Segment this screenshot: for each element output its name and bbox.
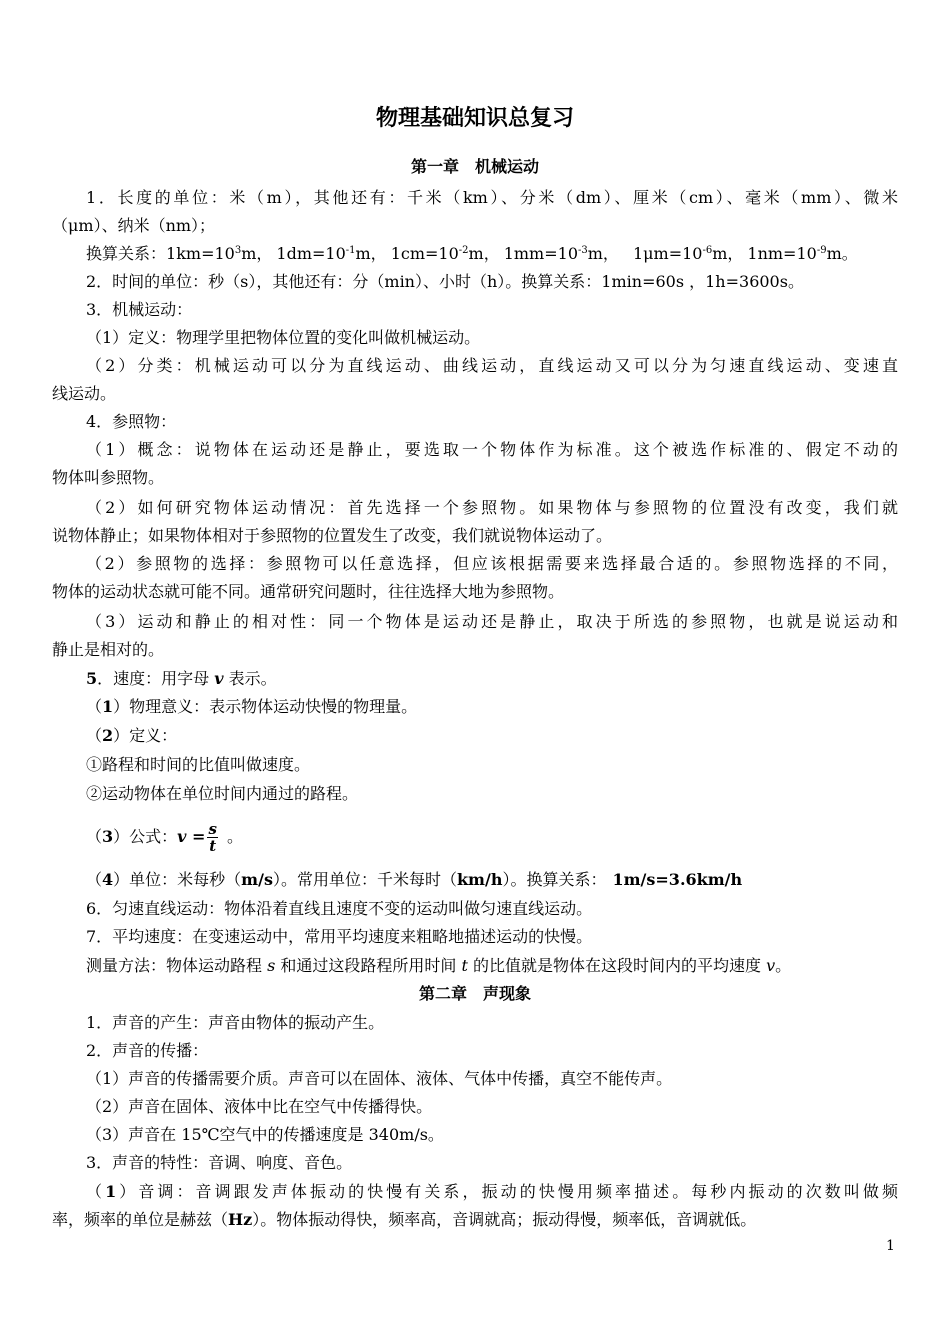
conversion-um: $1\mu m=10^{-6}m$， <box>632 244 744 263</box>
paragraph-reference-choice: （2）参照物的选择：参照物可以任意选择，但应该根据需要来选择最合适的。参照物选择的不同， <box>86 554 898 573</box>
paragraph-relativity: （3）运动和静止的相对性：同一个物体是运动还是静止，取决于所选的参照物，也就是说运动和 <box>86 612 898 631</box>
conversion-nm: $1nm=10^{-9}m$。 <box>747 244 858 263</box>
speed-definition-1: ①路程和时间的比值叫做速度。 <box>86 755 311 774</box>
paragraph-measurement-method: 测量方法：物体运动路程 s 和通过这段路程所用时间 t 的比值就是物体在这段时间内的平均速度 v。 <box>86 956 792 975</box>
chapter-heading-2: 第二章 声现象 <box>418 984 531 1003</box>
paragraph-relativity-cont: 静止是相对的。 <box>52 640 165 659</box>
formula-v: v <box>177 827 187 846</box>
paragraph-motion-definition: （1）定义：物理学里把物体位置的变化叫做机械运动。 <box>86 328 481 347</box>
length-conversion-line <box>86 243 858 265</box>
speed-fraction: $\frac{s}{t}$ <box>208 820 217 855</box>
chapter-heading-1: 第一章 机械运动 <box>410 157 539 176</box>
paragraph-sound-speed-air: （3）声音在 15℃空气中的传播速度是 340m/s。 <box>86 1125 444 1144</box>
paragraph-length-units-cont: （μm）、纳米（nm）； <box>52 216 216 235</box>
paragraph-speed: 5．速度：用字母 v 表示。 <box>86 669 277 688</box>
paragraph-reference-object: 4．参照物： <box>86 412 177 431</box>
paragraph-average-speed: 7．平均速度：在变速运动中，常用平均速度来粗略地描述运动的快慢。 <box>86 927 593 946</box>
conversion-cm: $1cm=10^{-2}m$， <box>390 244 500 263</box>
conversion-mm: $1mm=10^{-3}m$， <box>503 244 619 263</box>
paragraph-speed-meaning: （1）物理意义：表示物体运动快慢的物理量。 <box>86 697 418 716</box>
conversion-dm: $1dm=10^{-1}m$， <box>276 244 387 263</box>
paragraph-reference-choice-cont: 物体的运动状态就可能不同。通常研究问题时，往往选择大地为参照物。 <box>52 582 565 601</box>
paragraph-time-units: 2．时间的单位：秒（s），其他还有：分（min）、小时（h）。换算关系：1min=60s ，1h=3600s。 <box>86 272 804 291</box>
paragraph-sound-speed-comparison: （2）声音在固体、液体中比在空气中传播得快。 <box>86 1097 433 1116</box>
paragraph-study-motion: （2）如何研究物体运动情况：首先选择一个参照物。如果物体与参照物的位置没有改变，我们就 <box>86 498 898 517</box>
paragraph-motion-classification: （2）分类：机械运动可以分为直线运动、曲线运动，直线运动又可以分为匀速直线运动、变速直 <box>86 356 898 375</box>
speed-formula-line: （3）公式：v = $\frac{s}{t}$ 。 <box>86 820 243 855</box>
paragraph-sound-medium: （1）声音的传播需要介质。声音可以在固体、液体、气体中传播，真空不能传声。 <box>86 1069 673 1088</box>
speed-definition-2: ②运动物体在单位时间内通过的路程。 <box>86 784 359 803</box>
paragraph-mechanical-motion: 3．机械运动： <box>86 300 193 319</box>
page-title: 物理基础知识总复习 <box>375 106 574 131</box>
paragraph-speed-definition: （2）定义： <box>86 726 178 745</box>
paragraph-reference-concept-cont: 物体叫参照物。 <box>52 468 165 487</box>
page-number: 1 <box>886 1238 895 1254</box>
paragraph-pitch-cont: 率，频率的单位是赫兹（Hz）。物体振动得快，频率高，音调就高；振动得慢，频率低，音调就低。 <box>52 1210 757 1229</box>
paragraph-study-motion-cont: 说物体静止；如果物体相对于参照物的位置发生了改变，我们就说物体运动了。 <box>52 526 613 545</box>
conversion-km: $1km=10^3m$， <box>166 244 273 263</box>
paragraph-speed-units: （4）单位：米每秒（m/s）。常用单位：千米每时（km/h）。换算关系： 1m/s=3.6km/h <box>86 870 743 889</box>
paragraph-motion-classification-cont: 线运动。 <box>52 384 117 403</box>
paragraph-pitch: （1）音调：音调跟发声体振动的快慢有关系，振动的快慢用频率描述。每秒内振动的次数叫做频 <box>86 1182 898 1201</box>
paragraph-sound-characteristics: 3．声音的特性：音调、响度、音色。 <box>86 1153 353 1172</box>
paragraph-length-units: 1．长度的单位：米（m），其他还有：千米（km）、分米（dm）、厘米（cm）、毫米（mm）、微米 <box>86 188 898 207</box>
paragraph-reference-concept: （1）概念：说物体在运动还是静止，要选取一个物体作为标准。这个被选作标准的、假定不动的 <box>86 440 898 459</box>
paragraph-sound-production: 1．声音的产生：声音由物体的振动产生。 <box>86 1013 385 1032</box>
paragraph-uniform-motion: 6．匀速直线运动：物体沿着直线且速度不变的运动叫做匀速直线运动。 <box>86 899 593 918</box>
paragraph-sound-propagation: 2．声音的传播： <box>86 1041 209 1060</box>
conversion-label: 换算关系： <box>86 244 167 263</box>
